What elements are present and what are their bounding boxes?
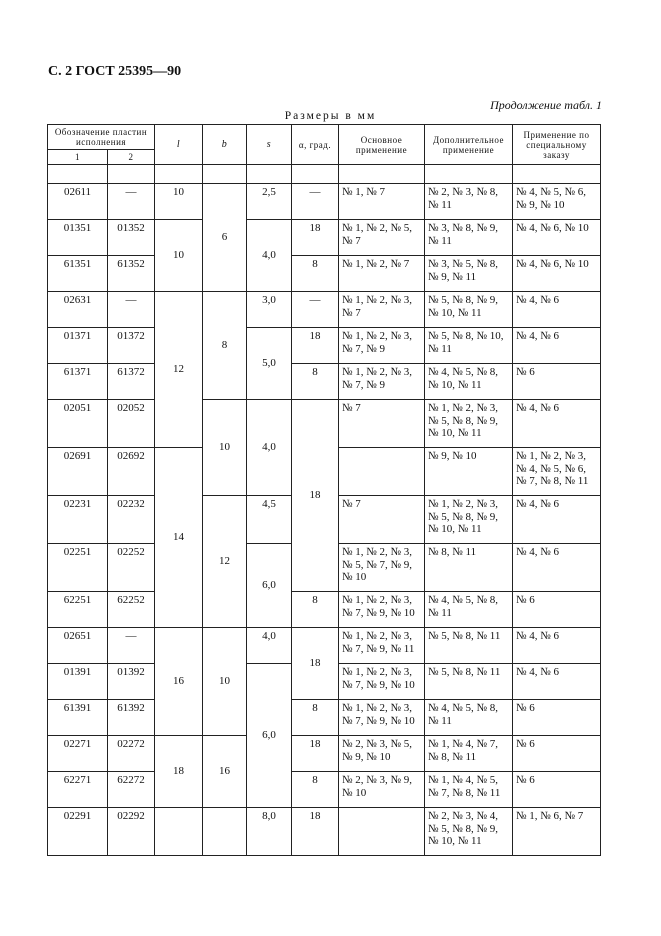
- table-cell: № 6: [513, 772, 601, 808]
- page-header: С. 2 ГОСТ 25395—90: [48, 64, 182, 79]
- table-cell: № 4, № 6, № 10: [513, 220, 601, 256]
- table-cell: —: [108, 184, 155, 220]
- col-extra: Дополнительное применение: [425, 125, 513, 165]
- table-cell: № 1, № 2, № 3, № 5, № 8, № 9, № 10, № 11: [425, 496, 513, 544]
- table-cell: № 4, № 6, № 10: [513, 256, 601, 292]
- table-cell: № 1, № 2, № 3, № 7, № 9, № 10: [339, 592, 425, 628]
- table-cell: 01392: [108, 664, 155, 700]
- table-cell: 62272: [108, 772, 155, 808]
- table-cell: № 1, № 2, № 3, № 7: [339, 292, 425, 328]
- table-cell: № 1, № 2, № 3, № 5, № 8, № 9, № 10, № 11: [425, 400, 513, 448]
- table-cell: 18: [292, 808, 339, 856]
- table-cell: 6,0: [247, 544, 292, 628]
- table-cell: [339, 448, 425, 496]
- table-cell: № 6: [513, 700, 601, 736]
- table-cell: № 7: [339, 496, 425, 544]
- table-cell: 01372: [108, 328, 155, 364]
- dimensions-table: [47, 124, 601, 856]
- table-cell: —: [292, 292, 339, 328]
- table-cell: № 5, № 8, № 11: [425, 628, 513, 664]
- table-cell: 12: [203, 496, 247, 628]
- table-cell: 01351: [48, 220, 108, 256]
- table-cell: № 1, № 2, № 7: [339, 256, 425, 292]
- table-cell: № 6: [513, 364, 601, 400]
- table-cell: 8: [292, 700, 339, 736]
- table-cell: 62252: [108, 592, 155, 628]
- col-variant-2: 2: [108, 150, 155, 165]
- table-cell: 61351: [48, 256, 108, 292]
- table-cell: № 9, № 10: [425, 448, 513, 496]
- table-cell: 10: [155, 184, 203, 220]
- table-cell: № 3, № 8, № 9, № 11: [425, 220, 513, 256]
- table-cell: № 6: [513, 592, 601, 628]
- table-cell: 14: [155, 448, 203, 628]
- table-cell: 10: [203, 628, 247, 736]
- table-cell: —: [292, 184, 339, 220]
- table-cell: 62271: [48, 772, 108, 808]
- table-cell: 61392: [108, 700, 155, 736]
- table-cell: № 8, № 11: [425, 544, 513, 592]
- table-cell: № 1, № 2, № 3, № 7, № 9, № 10: [339, 700, 425, 736]
- table-cell: № 7: [339, 400, 425, 448]
- table-cell: 10: [203, 400, 247, 496]
- col-alpha: α, град.: [292, 125, 339, 165]
- table-cell: 18: [292, 400, 339, 592]
- table-cell: № 1, № 2, № 3, № 5, № 7, № 9, № 10: [339, 544, 425, 592]
- table-cell: [339, 808, 425, 856]
- table-cell: № 4, № 5, № 8, № 11: [425, 700, 513, 736]
- table-cell: 8: [292, 256, 339, 292]
- table-cell: 18: [155, 736, 203, 808]
- table-cell: 10: [155, 220, 203, 292]
- table-cell: 61352: [108, 256, 155, 292]
- table-cell: 8: [292, 364, 339, 400]
- table-cell: № 5, № 8, № 11: [425, 664, 513, 700]
- table-cell: № 1, № 2, № 3, № 7, № 9, № 11: [339, 628, 425, 664]
- table-cell: № 5, № 8, № 9, № 10, № 11: [425, 292, 513, 328]
- table-cell: 02231: [48, 496, 108, 544]
- table-cell: 02252: [108, 544, 155, 592]
- table-cell: 16: [203, 736, 247, 808]
- table-cell: 02291: [48, 808, 108, 856]
- units-label: Размеры в мм: [284, 110, 377, 122]
- table-cell: № 1, № 4, № 7, № 8, № 11: [425, 736, 513, 772]
- col-special: Применение по специальному заказу: [513, 125, 601, 165]
- col-l: l: [155, 125, 203, 165]
- table-cell: № 1, № 2, № 3, № 7, № 9: [339, 328, 425, 364]
- table-cell: 6: [203, 184, 247, 292]
- table-cell: № 5, № 8, № 10, № 11: [425, 328, 513, 364]
- table-cell: 62251: [48, 592, 108, 628]
- table-cell: 18: [292, 220, 339, 256]
- table-cell: 18: [292, 628, 339, 700]
- table-cell: № 1, № 6, № 7: [513, 808, 601, 856]
- table-cell: 16: [155, 628, 203, 736]
- table-cell: № 4, № 5, № 6, № 9, № 10: [513, 184, 601, 220]
- table-cell: № 2, № 3, № 9, № 10: [339, 772, 425, 808]
- table-cell: № 1, № 2, № 3, № 4, № 5, № 6, № 7, № 8, № 11: [513, 448, 601, 496]
- table-cell: [155, 808, 203, 856]
- table-cell: 02051: [48, 400, 108, 448]
- table-cell: 8: [292, 772, 339, 808]
- table-cell: 02651: [48, 628, 108, 664]
- table-cell: № 1, № 4, № 5, № 7, № 8, № 11: [425, 772, 513, 808]
- table-cell: № 4, № 6: [513, 292, 601, 328]
- table-cell: 61391: [48, 700, 108, 736]
- table-cell: № 4, № 6: [513, 628, 601, 664]
- table-cell: 18: [292, 328, 339, 364]
- col-main: Основное применение: [339, 125, 425, 165]
- table-cell: 01391: [48, 664, 108, 700]
- table-cell: № 4, № 6: [513, 496, 601, 544]
- table-cell: № 1, № 2, № 5, № 7: [339, 220, 425, 256]
- table-cell: № 4, № 6: [513, 544, 601, 592]
- table-cell: 02691: [48, 448, 108, 496]
- col-b: b: [203, 125, 247, 165]
- table-cell: 5,0: [247, 328, 292, 400]
- table-cell: № 3, № 5, № 8, № 9, № 11: [425, 256, 513, 292]
- table-cell: № 4, № 5, № 8, № 10, № 11: [425, 364, 513, 400]
- table-cell: № 2, № 3, № 4, № 5, № 8, № 9, № 10, № 11: [425, 808, 513, 856]
- table-cell: № 4, № 6: [513, 400, 601, 448]
- table-continued-label: Продолжение табл. 1: [490, 98, 602, 112]
- table-cell: № 1, № 2, № 3, № 7, № 9: [339, 364, 425, 400]
- table-cell: № 2, № 3, № 5, № 9, № 10: [339, 736, 425, 772]
- table-cell: 4,5: [247, 496, 292, 544]
- table-cell: —: [108, 292, 155, 328]
- table-cell: № 2, № 3, № 8, № 11: [425, 184, 513, 220]
- table-cell: 02611: [48, 184, 108, 220]
- table-cell: 2,5: [247, 184, 292, 220]
- table-cell: —: [108, 628, 155, 664]
- table-cell: № 1, № 7: [339, 184, 425, 220]
- table-cell: [203, 808, 247, 856]
- table-cell: 4,0: [247, 628, 292, 664]
- table-cell: № 4, № 5, № 8, № 11: [425, 592, 513, 628]
- col-variant-1: 1: [48, 150, 108, 165]
- table-cell: 12: [155, 292, 203, 448]
- table-cell: 02631: [48, 292, 108, 328]
- table-cell: 4,0: [247, 220, 292, 292]
- table-cell: 02251: [48, 544, 108, 592]
- col-designation: Обозначение пластин исполнения: [48, 125, 155, 150]
- table-cell: 01352: [108, 220, 155, 256]
- table-cell: 18: [292, 736, 339, 772]
- table-cell: № 4, № 6: [513, 664, 601, 700]
- table-cell: 02292: [108, 808, 155, 856]
- table-cell: 8: [292, 592, 339, 628]
- table-cell: 61372: [108, 364, 155, 400]
- table-cell: № 6: [513, 736, 601, 772]
- table-cell: 4,0: [247, 400, 292, 496]
- table-cell: 8,0: [247, 808, 292, 856]
- table-cell: 61371: [48, 364, 108, 400]
- table-cell: 01371: [48, 328, 108, 364]
- table-cell: 02272: [108, 736, 155, 772]
- table-cell: 3,0: [247, 292, 292, 328]
- table-cell: № 1, № 2, № 3, № 7, № 9, № 10: [339, 664, 425, 700]
- col-s: s: [247, 125, 292, 165]
- table-cell: 02271: [48, 736, 108, 772]
- table-cell: 02232: [108, 496, 155, 544]
- table-cell: № 4, № 6: [513, 328, 601, 364]
- table-cell: 6,0: [247, 664, 292, 808]
- table-cell: 02692: [108, 448, 155, 496]
- table-cell: 8: [203, 292, 247, 400]
- table-cell: 02052: [108, 400, 155, 448]
